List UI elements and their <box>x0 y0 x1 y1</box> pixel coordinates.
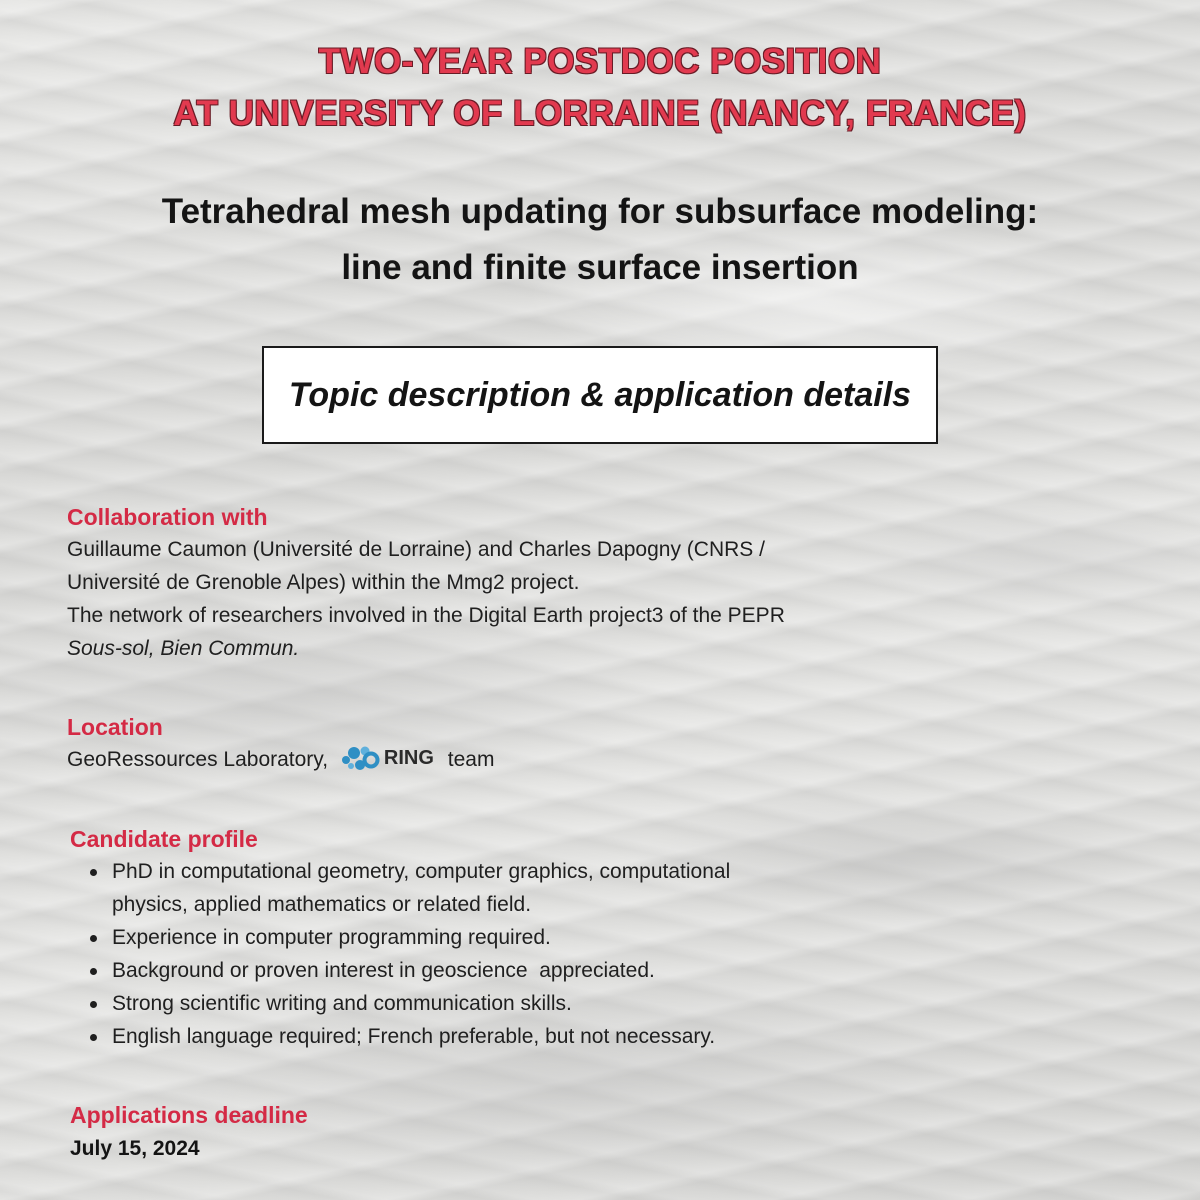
title-line-2: line and finite surface insertion <box>341 248 859 287</box>
topic-description-label: Topic description & application details <box>288 375 912 414</box>
bullet-icon <box>90 935 97 942</box>
location-section <box>67 714 947 777</box>
list-item <box>70 987 950 1020</box>
ring-logo-text: RING <box>383 746 434 769</box>
location-prefix: GeoRessources Laboratory, <box>67 748 329 771</box>
deadline-heading: Applications deadline <box>70 1102 308 1128</box>
list-item <box>70 954 950 987</box>
bullet-icon <box>90 869 97 876</box>
list-item-text: Background or proven interest in geoscience appreciated. <box>112 959 655 982</box>
candidate-profile-list <box>70 855 950 1053</box>
collaboration-line-2: Université de Grenoble Alpes) within the Mmg2 project. <box>67 571 580 594</box>
location-suffix: team <box>447 748 495 771</box>
collaboration-line-1: Guillaume Caumon (Université de Lorraine) and Charles Dapogny (CNRS / <box>67 538 765 561</box>
list-item <box>70 921 950 954</box>
list-item <box>70 855 950 921</box>
list-item-text: Experience in computer programming required. <box>112 926 551 949</box>
list-item-text-continued: physics, applied mathematics or related field. <box>112 893 532 916</box>
collaboration-section <box>67 504 947 665</box>
title-line-1: Tetrahedral mesh updating for subsurface modeling: <box>161 192 1039 231</box>
bullet-icon <box>90 1001 97 1008</box>
bullet-icon <box>90 968 97 975</box>
list-item-text: PhD in computational geometry, computer graphics, computational <box>112 860 731 883</box>
candidate-profile-section <box>70 826 950 1053</box>
deadline-date: July 15, 2024 <box>70 1137 200 1160</box>
ring-team-logo <box>338 742 434 775</box>
bullet-icon <box>90 1034 97 1041</box>
location-heading: Location <box>67 714 163 740</box>
ring-logo-icon <box>338 744 382 772</box>
topic-description-box[interactable] <box>262 346 938 444</box>
list-item-text: English language required; French preferable, but not necessary. <box>112 1025 716 1048</box>
header-line-2: AT UNIVERSITY OF LORRAINE (NANCY, FRANCE) <box>173 94 1027 133</box>
header-line-1: TWO-YEAR POSTDOC POSITION <box>318 42 882 81</box>
list-item <box>70 1020 950 1053</box>
candidate-profile-heading: Candidate profile <box>70 826 258 852</box>
list-item-text: Strong scientific writing and communication skills. <box>112 992 572 1015</box>
deadline-section <box>70 1102 670 1161</box>
location-line <box>67 743 947 777</box>
collaboration-line-3: The network of researchers involved in the Digital Earth project3 of the PEPR <box>67 604 785 627</box>
collaboration-line-4: Sous-sol, Bien Commun. <box>67 637 300 660</box>
collaboration-heading: Collaboration with <box>67 504 268 530</box>
